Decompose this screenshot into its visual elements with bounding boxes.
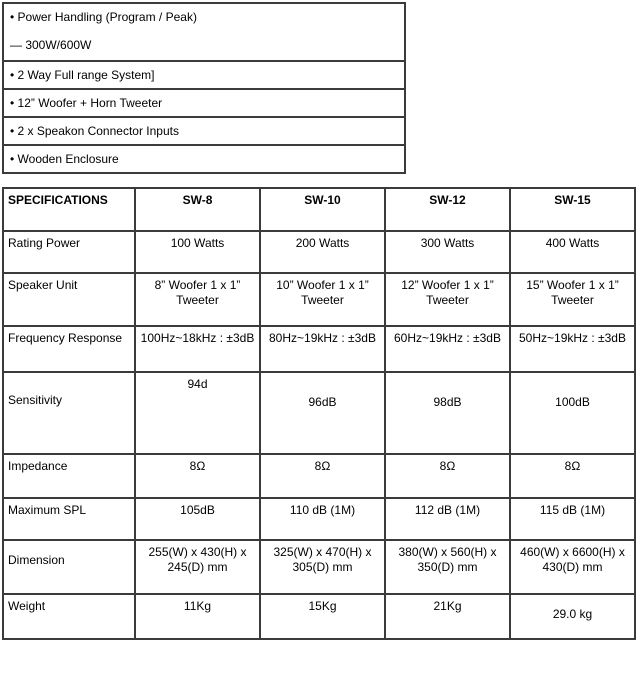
feature-text: • Wooden Enclosure xyxy=(10,152,119,166)
spec-header-row xyxy=(3,188,635,231)
spec-cell: 8” Woofer 1 x 1” Tweeter xyxy=(135,273,260,326)
spec-cell: 460(W) x 6600(H) x 430(D) mm xyxy=(510,540,635,594)
spec-cell: 12” Woofer 1 x 1” Tweeter xyxy=(385,273,510,326)
spec-cell: 98dB xyxy=(385,372,510,454)
spec-row-speaker-unit xyxy=(3,273,635,326)
feature-row xyxy=(3,145,405,173)
spec-row-label-speaker-unit: Speaker Unit xyxy=(3,273,135,326)
spec-cell: 11Kg xyxy=(135,594,260,639)
spec-cell: 100Hz~18kHz : ±3dB xyxy=(135,326,260,372)
feature-cell xyxy=(3,3,405,61)
spec-cell: 94d xyxy=(135,372,260,454)
spec-cell: 15” Woofer 1 x 1” Tweeter xyxy=(510,273,635,326)
spec-cell: 325(W) x 470(H) x 305(D) mm xyxy=(260,540,385,594)
spec-cell: 15Kg xyxy=(260,594,385,639)
spec-row-label-frequency-response: Frequency Response xyxy=(3,326,135,372)
feature-row xyxy=(3,89,405,117)
spec-col-sw-15: SW-15 xyxy=(510,188,635,231)
spec-row-label-rating-power: Rating Power xyxy=(3,231,135,273)
spec-cell: 105dB xyxy=(135,498,260,540)
features-table xyxy=(2,2,406,174)
spec-cell: 380(W) x 560(H) x 350(D) mm xyxy=(385,540,510,594)
spec-cell: 60Hz~19kHz : ±3dB xyxy=(385,326,510,372)
spec-cell: 21Kg xyxy=(385,594,510,639)
spec-row-label-weight: Weight xyxy=(3,594,135,639)
spec-col-sw-8: SW-8 xyxy=(135,188,260,231)
spec-cell: 8Ω xyxy=(510,454,635,498)
spec-cell: 8Ω xyxy=(260,454,385,498)
feature-text: • Power Handling (Program / Peak) xyxy=(10,10,197,24)
spec-cell: 10” Woofer 1 x 1” Tweeter xyxy=(260,273,385,326)
spec-cell: 80Hz~19kHz : ±3dB xyxy=(260,326,385,372)
spec-cell: 29.0 kg xyxy=(510,594,635,639)
feature-text: • 2 x Speakon Connector Inputs xyxy=(10,124,179,138)
feature-row xyxy=(3,61,405,89)
spec-cell: 8Ω xyxy=(385,454,510,498)
feature-cell xyxy=(3,89,405,117)
specifications-table xyxy=(2,187,636,640)
spec-cell: 200 Watts xyxy=(260,231,385,273)
feature-row xyxy=(3,3,405,61)
spec-row-weight xyxy=(3,594,635,639)
spec-cell: 100dB xyxy=(510,372,635,454)
feature-cell xyxy=(3,117,405,145)
feature-row xyxy=(3,117,405,145)
spec-row-label-sensitivity: Sensitivity xyxy=(3,372,135,454)
spec-cell: 255(W) x 430(H) x 245(D) mm xyxy=(135,540,260,594)
feature-subtext: — 300W/600W xyxy=(10,38,92,52)
spec-row-sensitivity xyxy=(3,372,635,454)
spec-row-dimension xyxy=(3,540,635,594)
spec-col-sw-12: SW-12 xyxy=(385,188,510,231)
feature-cell xyxy=(3,145,405,173)
spec-cell: 96dB xyxy=(260,372,385,454)
spec-cell: 50Hz~19kHz : ±3dB xyxy=(510,326,635,372)
spec-row-label-maximum-spl: Maximum SPL xyxy=(3,498,135,540)
spec-row-label-dimension: Dimension xyxy=(3,540,135,594)
spec-col-sw-10: SW-10 xyxy=(260,188,385,231)
spec-cell: 115 dB (1M) xyxy=(510,498,635,540)
spec-row-maximum-spl xyxy=(3,498,635,540)
spec-cell: 112 dB (1M) xyxy=(385,498,510,540)
spec-cell: 300 Watts xyxy=(385,231,510,273)
spec-cell: 110 dB (1M) xyxy=(260,498,385,540)
feature-text: • 12” Woofer + Horn Tweeter xyxy=(10,96,163,110)
feature-text: • 2 Way Full range System] xyxy=(10,68,155,82)
spec-row-label-impedance: Impedance xyxy=(3,454,135,498)
spec-cell: 100 Watts xyxy=(135,231,260,273)
feature-cell xyxy=(3,61,405,89)
spec-row-frequency-response xyxy=(3,326,635,372)
spec-cell: 400 Watts xyxy=(510,231,635,273)
spec-row-impedance xyxy=(3,454,635,498)
spec-header-title: SPECIFICATIONS xyxy=(3,188,135,231)
spec-cell: 8Ω xyxy=(135,454,260,498)
spec-row-rating-power xyxy=(3,231,635,273)
